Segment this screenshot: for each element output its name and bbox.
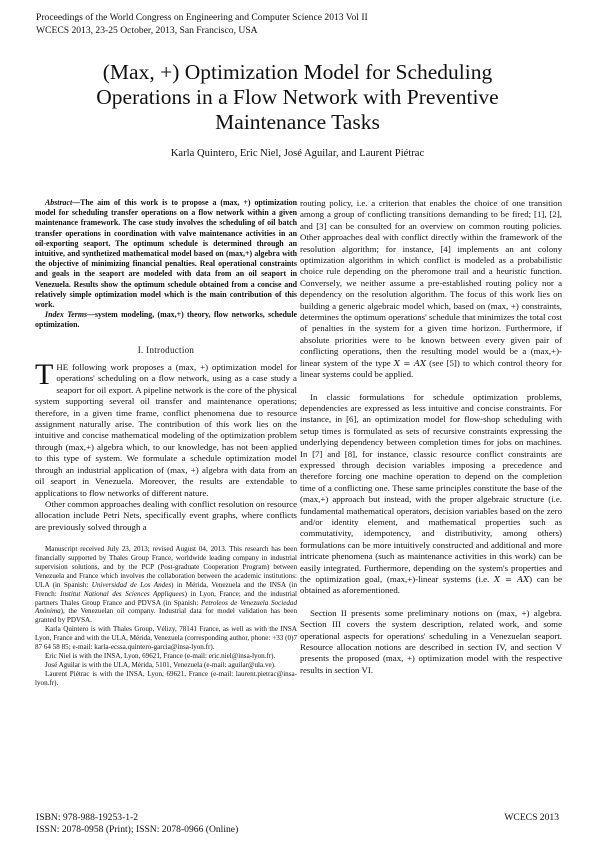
paper-title — [40, 60, 555, 135]
right-paragraph-1 — [300, 198, 562, 381]
author-list: Karla Quintero, Eric Niel, José Aguilar, and Laurent Piétrac — [170, 148, 425, 159]
right-paragraph-2-text-end: ) can be obtained as aforementioned. — [300, 574, 562, 596]
right-paragraph-3: Section II presents some preliminary notions on (max, +) algebra. Section III covers the system description, related work, and some operational aspects for operations' scheduling in a Venezuelan seaport. Resource allocation notions are described in section IV, and section V presents the proposed (max, +) optimization model with the respective results in section VI. — [300, 607, 562, 675]
left-column — [35, 198, 297, 688]
footnote-italic-insa: Institut National des Sciences Appliquees — [60, 589, 185, 598]
footer-conference: WCECS 2013 — [504, 812, 559, 823]
math-expression: X = AX — [493, 574, 530, 584]
index-terms — [35, 310, 297, 330]
abstract-text: —The aim of this work is to propose a (max, +) optimization model for scheduling transfer operations on a flow network within a given maintenance framework. The case study involves the scheduling of oil batch transfer operations in coordination with valve maintenance activities in an oil-exporting seaport. The optimum schedule is determined through an intuitive, and synthetized mathematical model based on (max,+) algebra with the objective of minimizing financial penalties. Real operational constraints and goals in the seaport are modeled with data from an oil seaport in Venezuela. Results show the optimum schedule obtained from a concise and relatively simple optimization model which is the main contribution of this work. — [35, 198, 297, 310]
footer-isbn: ISBN: 978-988-19253-1-2 — [36, 812, 139, 823]
header-line-2: WCECS 2013, 23-25 October, 2013, San Francisco, USA — [36, 24, 258, 36]
footer-issn: ISSN: 2078-0958 (Print); ISSN: 2078-0966 (Online) — [36, 824, 239, 835]
footnote-funding-part: ) in Mérida, Venezuela and the INSA (in French: — [35, 580, 298, 598]
drop-cap: T — [35, 358, 54, 392]
footnote-italic-ula: Universidad de Los Andes — [91, 580, 172, 589]
footnote-author-aguilar: José Aguilar is with the ULA, Mérida, 5101, Venezuela (e-mail: aguilar@ula.ve). — [45, 660, 276, 669]
abstract — [35, 198, 297, 310]
right-paragraph-2-text: In classic formulations for schedule optimization problems, dependencies are expressed as less intuitive and concise constraints. For instance, in [6], an optimization model for flow-shop scheduling with setup times is formulated as sets of recursive constraints expressing the underlying dependency between completion times for jobs on machines. In [7] and [8], for instance, classic resource conflict constraints are expressed through decision variables imposing a precedence and therefore forcing one machine operation to depend on the completion time of a conflicting one. These same principles constitute the base of the (max,+) approach but instead, with the proper algebraic structure (i.e. fundamental mathematical operators, decision variables based on the zero and/or identity element, and mathematical properties such as commutativity, idempotency, and distributivity, among others) formulations can be more intuitively constructed and additional and more intricate phenomena (such as maintenance activities in this work) can be easily integrated. Furthermore, depending on the system's properties and the optimization goal, (max,+)-linear systems (i.e. — [300, 391, 562, 584]
page-footer-identifiers — [36, 812, 238, 836]
footnote-funding-part: ) in Lyon, France; and the industrial partners Thales Group France and PDVSA (in Spanish: — [35, 589, 298, 607]
footnote-italic-pdvsa: Petroleos de Venezuela Sociedad Anónima — [35, 598, 297, 616]
footnote-author-niel: Eric Niel is with the INSA, Lyon, 69621, France (e-mail: eric.niel@insa-lyon.fr). — [45, 652, 276, 661]
title-line-1: (Max, +) Optimization Model for Scheduling — [102, 60, 493, 84]
right-column — [300, 198, 562, 676]
title-line-2: Operations in a Flow Network with Preventive — [96, 85, 499, 109]
right-paragraph-1-text: routing policy, i.e. a criterion that enables the choice of one transition among a group of conflicting transitions demanding to be fired; [1], [2], and [3] can be consulted for an overview on common routing policies. Other approaches deal with conflict directly within the framework of the resolution algorithm; for instance, [4] implements an ant colony optimization algorithm in which conflict is modeled as a probabilistic choice rule depending on the pheromone trail and a heuristic function. Conversely, we neither assume a pre-established routing policy nor a dependency on the resolution algorithm. The focus of this work lies on building a generic algebraic model which, based on (max, +) constraints, determines the optimum operations' schedule that minimizes the total cost of penalties in the system for a given time horizon. Furthermore, if absolute priorities were to be known between every given pair of conflicting operations, then the resulting model would be a (max,+)-linear system of the type — [300, 198, 562, 368]
index-terms-label: Index Terms — [45, 310, 88, 320]
footnote-funding-part: ), the Venezuelan oil company. Industrial data for model validation has been granted by PDVSA. — [35, 607, 297, 625]
header-line-1: Proceedings of the World Congress on Engineering and Computer Science 2013 Vol II — [36, 12, 368, 23]
intro-paragraph-2: Other common approaches dealing with conflict resolution on resource allocation include Petri Nets, specifically event graphs, where conflicts are previously solved through a — [35, 498, 297, 532]
abstract-label: Abstract — [45, 198, 73, 207]
right-paragraph-2 — [300, 392, 562, 597]
footnote-author-pietrac: Laurent Piétrac is with the INSA, Lyon, 69621, France (e-mail: laurent.pietrac@insa-lyon.fr). — [35, 669, 297, 687]
index-terms-text: —system modeling, (max,+) theory, flow networks, schedule optimization. — [35, 310, 298, 330]
footnote-funding-part: Manuscript received July 23, 2013; revised August 04, 2013. This research has been financially supported by Thales Group France, worldwide leading company in industrial supervision solutions, and by the PCP (Post-graduate Cooperation Program) between Venezuela and France which involves the collaboration between the academic institutions: ULA (in Spanish: — [35, 545, 297, 589]
intro-paragraph-1 — [35, 358, 297, 499]
title-line-3: Maintenance Tasks — [215, 110, 380, 134]
section-heading-introduction: I. Introduction — [137, 344, 195, 355]
right-paragraph-1-text-end: (see [5]) to which control theory for linear systems could be applied. — [300, 357, 562, 380]
footnotes — [35, 545, 297, 688]
footnote-author-quintero: Karla Quintero is with Thales Group, Vélizy, 78141 France, as well as with the INSA Lyon, France and with the ULA, Mérida, Venezuela (corresponding author, phone: +33 (0)7 87 64 58 85; e-mail: karla-ecssa.quintero-garcia@insa-lyon.fr). — [35, 625, 297, 652]
intro-paragraph-1-text: HE following work proposes a (max, +) optimization model for operations' scheduling on a flow network, using as a case study a seaport for oil export. A pipeline network is the core of the physical system supporting several oil transfer and maintenance operations; therefore, in a given time frame, conflict phenomena due to resource assignment naturally arise. The contribution of this work lies on the intuitive and concise mathematical modeling of the optimization problem through (max,+) algebra which, to our knowledge, has not been applied to this type of system. We formulate a schedule optimization model through an industrial application of (max, +) algebra with data from an oil seaport in Venezuela. Moreover, the results are extendable to applications to flow networks of different nature. — [35, 362, 297, 498]
math-expression: X = AX — [393, 357, 427, 368]
footnote-funding — [35, 545, 297, 625]
proceedings-header — [36, 12, 368, 37]
